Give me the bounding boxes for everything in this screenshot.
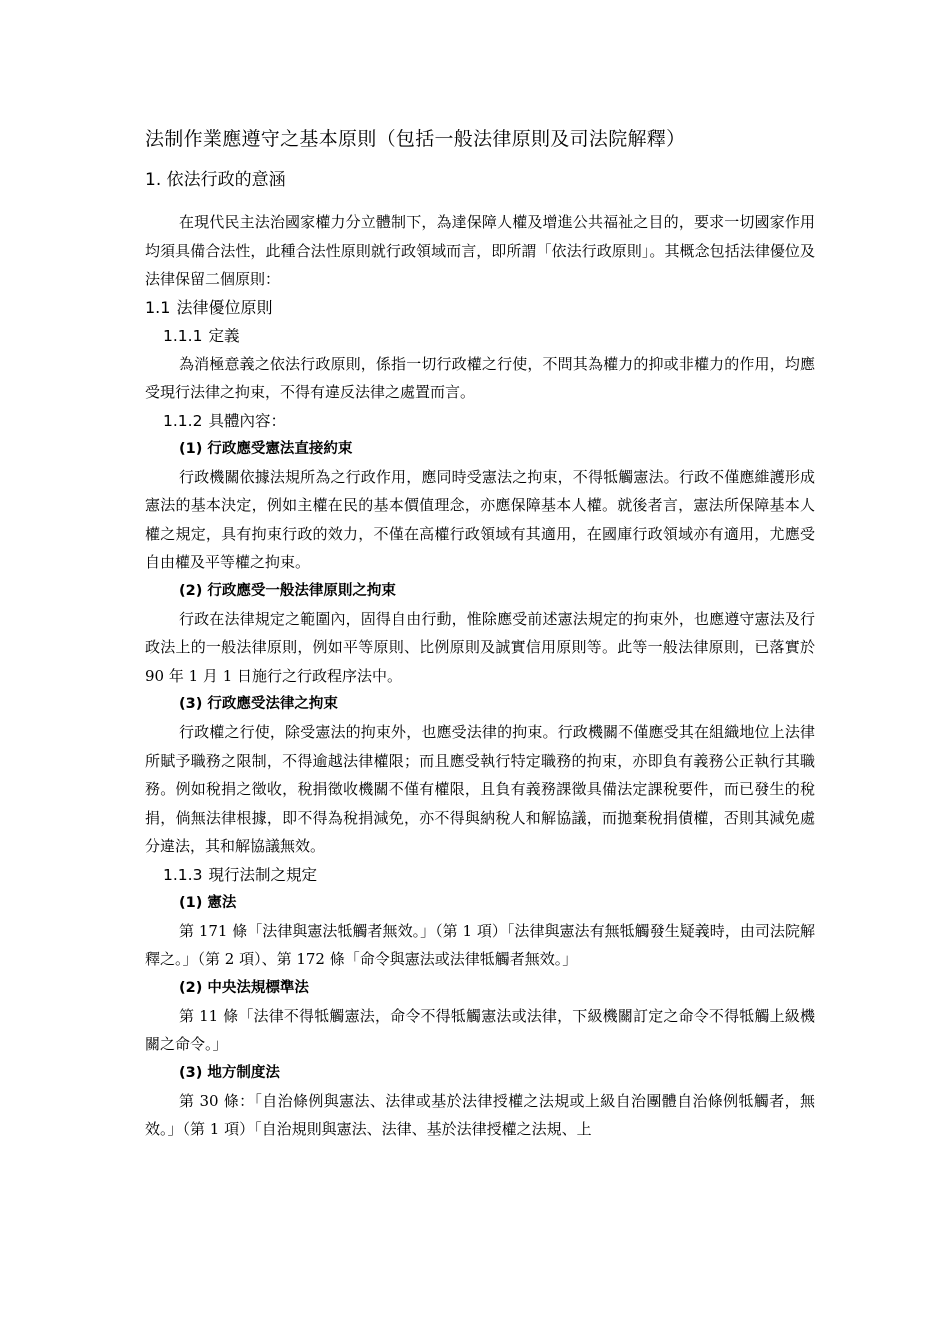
item-paragraph: 第 30 條：「自治條例與憲法、法律或基於法律授權之法規或上級自治團體自治條例牴觸者，無效。」（第 1 項）「自治規則與憲法、法律、基於法律授權之法規、上: [145, 1091, 815, 1138]
section-label: 定義: [208, 326, 240, 345]
item-paragraph: 第 11 條「法律不得牴觸憲法，命令不得牴觸憲法或法律，下級機關訂定之命令不得牴觸上級機關之命令。」: [145, 1006, 815, 1053]
section-label: 具體內容：: [208, 411, 286, 430]
item-paragraph: 行政在法律規定之範圍內，固得自由行動，惟除應受前述憲法規定的拘束外，也應遵守憲法及行政法上的一般法律原則，例如平等原則、比例原則及誠實信用原則等。此等一般法律原則，已落實於 90 年 1 月 1 日施行之行政程序法中。: [145, 609, 815, 685]
section-number: 1.1: [145, 297, 171, 317]
section-label: 現行法制之規定: [208, 865, 317, 884]
section-heading-1-1-3: [145, 861, 815, 889]
section-number: 1.1.3: [163, 865, 203, 884]
definition-paragraph: 為消極意義之依法行政原則，係指一切行政權之行使，不問其為權力的抑或非權力的作用，均應受現行法律之拘束，不得有違反法律之處置而言。: [145, 354, 815, 401]
section-heading-1: 1. 依法行政的意涵: [145, 170, 286, 190]
item-heading: (1) 憲法: [179, 894, 237, 911]
section-1-intro: 在現代民主法治國家權力分立體制下，為達保障人權及增進公共福祉之目的，要求一切國家作用均須具備合法性，此種合法性原則就行政領域而言，即所謂「依法行政原則」。其概念包括法律優位及法律保留二個原則：: [145, 213, 815, 288]
item-paragraph: 第 171 條「法律與憲法牴觸者無效。」（第 1 項）「法律與憲法有無牴觸發生疑義時，由司法院解釋之。」（第 2 項）、第 172 條「命令與憲法或法律牴觸者無效。」: [145, 921, 815, 968]
item-paragraph: 行政權之行使，除受憲法的拘束外，也應受法律的拘束。行政機關不僅應受其在組織地位上法律所賦予職務之限制，不得逾越法律權限；而且應受執行特定職務的拘束，亦即負有義務公正執行其職務。例如稅捐之徵收，稅捐徵收機關不僅有權限，且負有義務課徵具備法定課稅要件，而已發生的稅捐，倘無法律根據，即不得為稅捐減免，亦不得與納稅人和解協議，而拋棄稅捐債權，否則其減免處分違法，其和解協議無效。: [145, 723, 815, 855]
item-heading: (3) 行政應受法律之拘束: [179, 696, 338, 712]
document-title: 法制作業應遵守之基本原則（包括一般法律原則及司法院解釋）: [145, 128, 686, 150]
item-paragraph: 行政機關依據法規所為之行政作用，應同時受憲法之拘束，不得牴觸憲法。行政不僅應維護形成憲法的基本決定，例如主權在民的基本價值理念，亦應保障基本人權。就後者言，憲法所保障基本人權之規定，具有拘束行政的效力，不僅在高權行政領域有其適用，在國庫行政領域亦有適用，尤應受自由權及平等權之拘束。: [145, 467, 815, 571]
section-number: 1.1.2: [163, 411, 203, 430]
section-heading-1-1-2: [145, 407, 815, 435]
item-heading: (1) 行政應受憲法直接約束: [179, 440, 353, 457]
item-heading: (3) 地方制度法: [179, 1064, 280, 1081]
section-heading-1-1: [145, 294, 815, 322]
section-heading-1-1-1: [145, 322, 815, 350]
section-label: 法律優位原則: [176, 297, 273, 317]
item-heading: (2) 中央法規標準法: [179, 979, 309, 996]
document-page: [145, 124, 815, 1144]
section-number: 1.1.1: [163, 326, 203, 345]
item-heading: (2) 行政應受一般法律原則之拘束: [179, 582, 396, 599]
